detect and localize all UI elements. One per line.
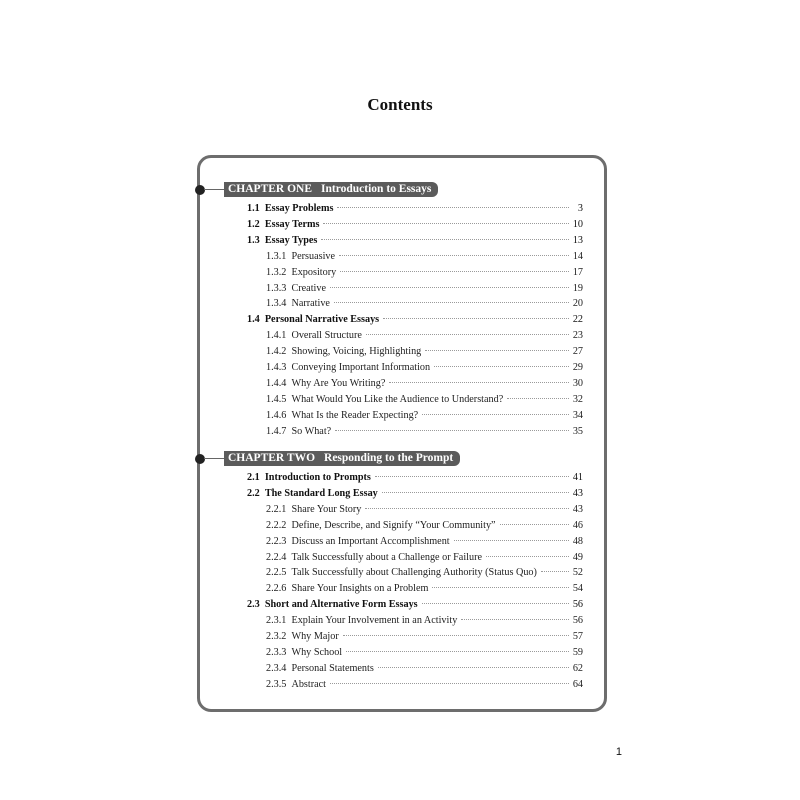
- entry-page-number: 56: [572, 615, 583, 627]
- entry-title: Essay Problems: [264, 203, 334, 214]
- dot-leader: [389, 382, 568, 383]
- chapter-title: Responding to the Prompt: [324, 452, 454, 464]
- toc-subsection-entry[interactable]: [266, 425, 583, 439]
- toc-subsection-entry[interactable]: [266, 266, 583, 280]
- dot-leader: [323, 223, 568, 224]
- chapter-title: Introduction to Essays: [321, 183, 432, 195]
- entry-number: 2.2.4: [266, 551, 287, 563]
- entry-title: Personal Narrative Essays: [264, 314, 380, 326]
- entry-number: 2.3.4: [266, 662, 287, 674]
- entry-page-number: 30: [572, 377, 583, 389]
- entry-number: 2.2.5: [266, 567, 287, 579]
- entry-number: 1.4.5: [266, 393, 287, 405]
- chapter-number: CHAPTER TWO: [228, 452, 316, 464]
- entry-number: 2.3.2: [266, 631, 287, 642]
- entry-page-number: 3: [577, 203, 583, 214]
- dot-leader: [330, 287, 569, 288]
- entry-number: 1.3: [247, 234, 260, 246]
- entry-page-number: 19: [572, 282, 583, 294]
- entry-number: 1.4.4: [266, 377, 287, 389]
- toc-section-entry[interactable]: [247, 218, 583, 232]
- entry-title: So What?: [291, 425, 332, 437]
- entry-number: 2.2.3: [266, 535, 287, 547]
- entry-title: Share Your Story: [291, 503, 362, 515]
- entry-title: Overall Structure: [291, 330, 362, 342]
- entry-title: Creative: [291, 282, 326, 294]
- entry-page-number: 64: [572, 678, 583, 690]
- entry-page-number: 54: [572, 583, 583, 595]
- entry-number: 1.4.2: [266, 346, 287, 358]
- dot-leader: [486, 556, 569, 557]
- dot-leader: [365, 508, 568, 509]
- chapter-connector-line: [204, 189, 226, 190]
- entry-title: Essay Terms: [264, 218, 320, 230]
- entry-page-number: 43: [572, 503, 583, 515]
- entry-number: 1.4.7: [266, 425, 287, 437]
- dot-leader: [340, 271, 569, 272]
- dot-leader: [339, 255, 569, 256]
- entry-number: 2.3.5: [266, 678, 287, 690]
- entry-page-number: 27: [572, 346, 583, 358]
- entry-page-number: 35: [572, 425, 583, 437]
- chapter-label-pill: [224, 182, 438, 197]
- entry-number: 1.4.3: [266, 362, 287, 373]
- entry-title: Why Are You Writing?: [291, 377, 386, 389]
- chapter-connector-line: [204, 458, 226, 459]
- chapter-label-pill: [224, 451, 460, 466]
- entry-number: 2.3.3: [266, 646, 287, 658]
- entry-title: The Standard Long Essay: [264, 487, 378, 499]
- dot-leader: [425, 350, 569, 351]
- entry-number: 1.1: [247, 203, 260, 214]
- toc-subsection-entry[interactable]: [266, 566, 583, 580]
- dot-leader: [335, 430, 569, 431]
- entry-page-number: 57: [572, 631, 583, 642]
- entry-number: 1.4: [247, 314, 260, 326]
- entry-title: Short and Alternative Form Essays: [264, 599, 418, 611]
- toc-subsection-entry[interactable]: [266, 678, 583, 692]
- toc-subsection-entry[interactable]: [266, 535, 583, 549]
- entry-page-number: 20: [572, 298, 583, 310]
- dot-leader: [334, 302, 569, 303]
- entry-page-number: 41: [572, 472, 583, 483]
- toc-subsection-entry[interactable]: [266, 630, 583, 644]
- dot-leader: [432, 587, 568, 588]
- entry-title: Essay Types: [264, 234, 318, 246]
- entry-title: Define, Describe, and Signify “Your Community”: [291, 519, 496, 531]
- entry-page-number: 43: [572, 487, 583, 499]
- dot-leader: [366, 334, 569, 335]
- entry-number: 1.3.4: [266, 298, 287, 310]
- toc-subsection-entry[interactable]: [266, 297, 583, 311]
- entry-number: 2.2.6: [266, 583, 287, 595]
- dot-leader: [383, 318, 569, 319]
- dot-leader: [346, 651, 569, 652]
- entry-page-number: 10: [572, 218, 583, 230]
- entry-number: 1.2: [247, 218, 260, 230]
- entry-page-number: 14: [572, 250, 583, 262]
- dot-leader: [375, 476, 569, 477]
- entry-page-number: 23: [572, 330, 583, 342]
- entry-title: Talk Successfully about Challenging Authority (Status Quo): [291, 567, 537, 579]
- toc-subsection-entry[interactable]: [266, 250, 583, 264]
- entry-title: Share Your Insights on a Problem: [291, 583, 429, 595]
- entry-page-number: 17: [572, 266, 583, 278]
- toc-subsection-entry[interactable]: [266, 551, 583, 565]
- entry-page-number: 34: [572, 409, 583, 421]
- chapter-number: CHAPTER ONE: [228, 183, 313, 195]
- toc-subsection-entry[interactable]: [266, 646, 583, 660]
- toc-section-entry[interactable]: [247, 202, 583, 216]
- entry-page-number: 22: [572, 314, 583, 326]
- toc-subsection-entry[interactable]: [266, 582, 583, 596]
- entry-page-number: 48: [572, 535, 583, 547]
- entry-number: 1.4.6: [266, 409, 287, 421]
- entry-number: 2.1: [247, 472, 260, 483]
- chapter-bullet-icon: [195, 454, 205, 464]
- entry-number: 1.4.1: [266, 330, 287, 342]
- entry-number: 1.3.3: [266, 282, 287, 294]
- dot-leader: [500, 524, 569, 525]
- entry-title: Personal Statements: [291, 662, 374, 674]
- entry-title: Discuss an Important Accomplishment: [291, 535, 450, 547]
- toc-subsection-entry[interactable]: [266, 393, 583, 407]
- entry-title: Abstract: [291, 678, 326, 690]
- entry-page-number: 56: [572, 599, 583, 611]
- entry-number: 2.3.1: [266, 615, 287, 627]
- entry-title: Narrative: [291, 298, 330, 310]
- entry-title: Introduction to Prompts: [264, 472, 371, 483]
- toc-subsection-entry[interactable]: [266, 409, 583, 423]
- entry-page-number: 13: [572, 234, 583, 246]
- entry-number: 2.3: [247, 599, 260, 611]
- toc-section-entry[interactable]: [247, 487, 583, 501]
- dot-leader: [422, 603, 569, 604]
- entry-page-number: 52: [572, 567, 583, 579]
- entry-number: 1.3.1: [266, 250, 287, 262]
- dot-leader: [434, 366, 569, 367]
- dot-leader: [461, 619, 569, 620]
- entry-title: Why School: [291, 646, 343, 658]
- toc-subsection-entry[interactable]: [266, 503, 583, 517]
- dot-leader: [422, 414, 569, 415]
- toc-subsection-entry[interactable]: [266, 361, 583, 375]
- entry-number: 2.2: [247, 487, 260, 499]
- toc-section-entry[interactable]: [247, 234, 583, 248]
- toc-subsection-entry[interactable]: [266, 377, 583, 391]
- entry-title: What Is the Reader Expecting?: [291, 409, 419, 421]
- entry-title: Showing, Voicing, Highlighting: [291, 346, 422, 358]
- toc-section-entry[interactable]: [247, 471, 583, 485]
- dot-leader: [454, 540, 569, 541]
- entry-title: Expository: [291, 266, 337, 278]
- dot-leader: [382, 492, 569, 493]
- entry-number: 1.3.2: [266, 266, 287, 278]
- toc-section-entry[interactable]: [247, 313, 583, 327]
- entry-title: What Would You Like the Audience to Understand?: [291, 393, 504, 405]
- entry-title: Conveying Important Information: [291, 362, 431, 373]
- toc-section-entry[interactable]: [247, 598, 583, 612]
- entry-number: 2.2.1: [266, 503, 287, 515]
- dot-leader: [343, 635, 569, 636]
- entry-title: Talk Successfully about a Challenge or Failure: [291, 551, 483, 563]
- dot-leader: [330, 683, 569, 684]
- dot-leader: [337, 207, 569, 208]
- dot-leader: [541, 571, 569, 572]
- toc-subsection-entry[interactable]: [266, 345, 583, 359]
- entry-page-number: 46: [572, 519, 583, 531]
- page-number: 1: [615, 746, 622, 758]
- dot-leader: [321, 239, 568, 240]
- entry-page-number: 49: [572, 551, 583, 563]
- entry-page-number: 62: [572, 662, 583, 674]
- toc-subsection-entry[interactable]: [266, 282, 583, 296]
- entry-page-number: 59: [572, 646, 583, 658]
- toc-subsection-entry[interactable]: [266, 614, 583, 628]
- dot-leader: [378, 667, 569, 668]
- toc-subsection-entry[interactable]: [266, 519, 583, 533]
- entry-number: 2.2.2: [266, 519, 287, 531]
- entry-page-number: 32: [572, 393, 583, 405]
- toc-subsection-entry[interactable]: [266, 662, 583, 676]
- entry-title: Explain Your Involvement in an Activity: [291, 615, 458, 627]
- chapter-bullet-icon: [195, 185, 205, 195]
- entry-title: Why Major: [291, 631, 339, 642]
- entry-title: Persuasive: [291, 250, 336, 262]
- toc-subsection-entry[interactable]: [266, 329, 583, 343]
- dot-leader: [507, 398, 569, 399]
- contents-title: Contents: [367, 95, 433, 114]
- entry-page-number: 29: [572, 362, 583, 373]
